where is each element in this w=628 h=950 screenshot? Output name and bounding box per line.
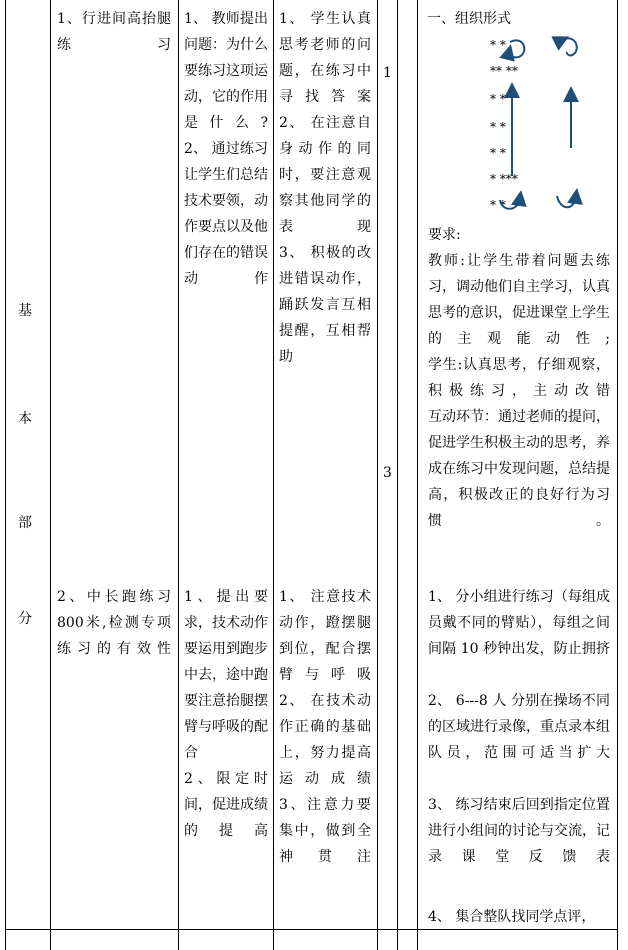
curved-arrow-icon <box>562 38 577 55</box>
curved-arrow-icon <box>509 40 524 57</box>
section-label-char: 基 <box>18 303 32 319</box>
repetition-count: 1 <box>383 65 392 81</box>
formation-title: 一、组织形式 <box>427 11 511 27</box>
teacher-activity-1: 1、 教师提出问题：为什么要练习这项运动，它的作用是什么? 2、 通过练习让学生们总结技术要领，动作要点以及他们存在的错误动作 <box>184 11 268 287</box>
student-activity-1: 1、 学生认真思考老师的问题，在练习中寻找答案 2、 在注意自身动作的同时，要注意观察其他同学的表现 3、 积极的改进错误动作，踊跃发言互相提醒，互相帮助 <box>279 11 371 365</box>
student-activity-2: 1、 注意技术动作，蹬摆腿到位，配合摆臂与呼吸 2、 在技术动作正确的基础上，努力提高运动成绩 3、注意力要集中，做到全神贯注 <box>279 589 371 865</box>
organization-item: 1、 分小组进行练习（每组成员戴不同的臂贴），每组之间间隔 10 秒钟出发，防止拥挤 <box>428 589 610 657</box>
organization-item: 4、 集合整队找同学点评， <box>428 909 596 925</box>
organization-item: 3、 练习结束后回到指定位置进行小组间的讨论与交流，记录课堂反馈表 <box>428 797 610 865</box>
duration: 3 <box>383 465 392 481</box>
interaction-note: 互动环节：通过老师的提问，促进学生积极主动的思考，养成在练习中发现问题，总结提高，积极改正的良好行为习惯。 <box>428 409 610 529</box>
curved-arrow-icon <box>500 198 520 209</box>
formation-marker: * * <box>490 198 506 212</box>
student-requirement: 学生:认真思考，仔细观察，积极练习，主动改错 <box>428 357 610 399</box>
formation-marker: * * <box>490 38 506 52</box>
curved-arrow-icon <box>557 196 576 207</box>
requirements-title: 要求: <box>428 227 461 243</box>
exercise-content-1: 1、行进间高抬腿练习 <box>57 11 171 53</box>
formation-marker: ** ** <box>490 64 518 78</box>
formation-marker: * * <box>490 120 506 134</box>
organization-item: 2、 6---8 人 分别在操场不同的区域进行录像，重点录本组队员，范围可适当扩大 <box>428 693 610 761</box>
formation-marker: * *** <box>490 172 518 186</box>
teacher-activity-2: 1、提出要求，技术动作要运用到跑步中去，途中跑要注意抬腿摆臂与呼吸的配合 2、限定时间，促进成绩的提高 <box>184 589 268 839</box>
formation-marker: * * <box>490 92 506 106</box>
section-label-char: 本 <box>18 411 32 427</box>
teacher-requirement: 教师:让学生带着问题去练习，调动他们自主学习，认真思考的意识，促进课堂上学生的主观能动性; <box>428 253 610 347</box>
exercise-content-2: 2、中长跑练习800米,检测专项练习的有效性 <box>57 589 171 657</box>
section-label-char: 部 <box>18 515 32 531</box>
formation-marker: * * <box>490 146 506 160</box>
section-label-char: 分 <box>18 611 32 627</box>
